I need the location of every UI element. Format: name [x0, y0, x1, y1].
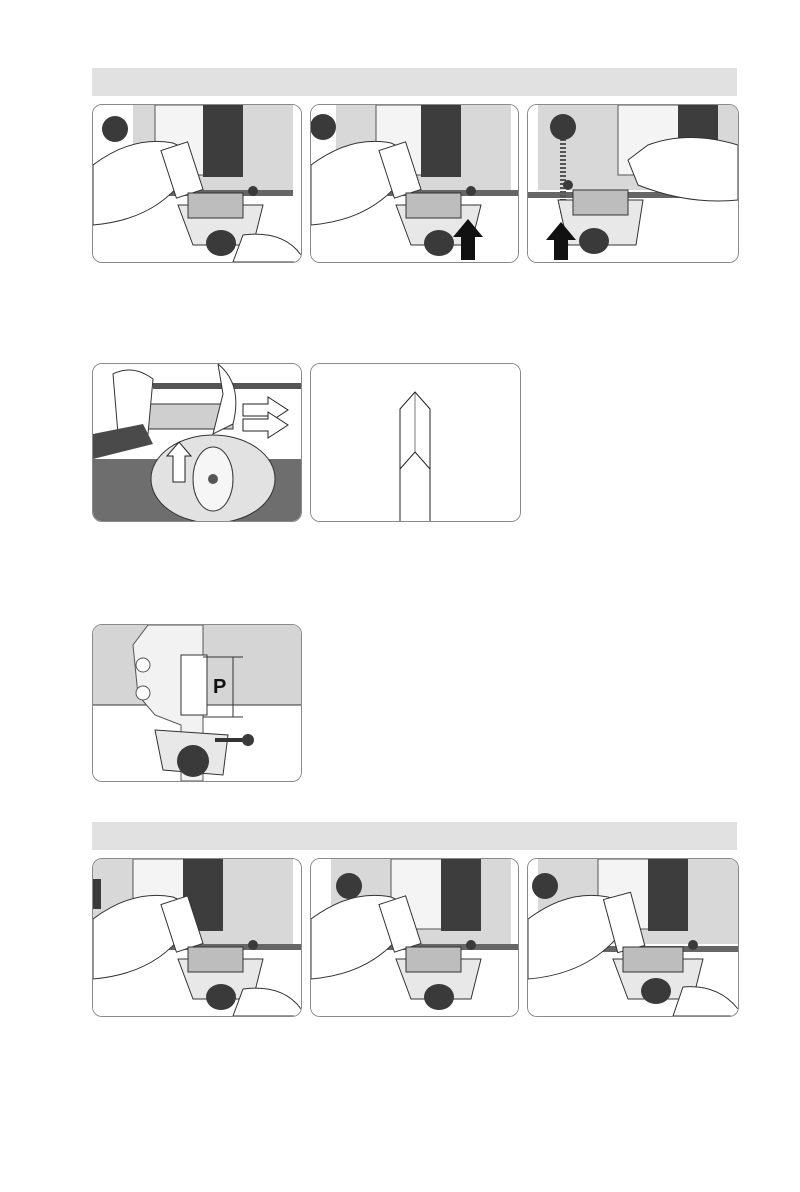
figure-panel-jig-5 — [310, 858, 519, 1017]
projection-label: P — [213, 676, 227, 698]
figure-panel-jig-4 — [92, 858, 302, 1017]
section-band-bottom — [92, 822, 737, 850]
figure-panel-jig-2 — [310, 104, 519, 263]
figure-panel-edge-profile — [310, 363, 521, 522]
knob-icon — [579, 228, 609, 254]
knob-icon — [102, 116, 128, 142]
section-band-top — [92, 68, 737, 96]
knob-icon — [206, 230, 236, 256]
knob-icon — [424, 230, 454, 256]
figure-panel-jig-3 — [527, 104, 739, 263]
knob-icon — [641, 978, 671, 1004]
knob-icon — [424, 984, 454, 1010]
knob-icon — [311, 114, 336, 140]
figure-panel-projection — [92, 624, 302, 782]
knob-icon — [532, 873, 558, 899]
knob-icon — [206, 984, 236, 1010]
figure-panel-grinding-wheel — [92, 363, 302, 522]
figure-panel-jig-1 — [92, 104, 302, 263]
knob-icon — [93, 879, 101, 909]
knob-icon — [336, 873, 362, 899]
figure-panel-jig-6 — [527, 858, 739, 1017]
knob-icon — [177, 745, 209, 777]
knob-icon — [550, 114, 576, 140]
